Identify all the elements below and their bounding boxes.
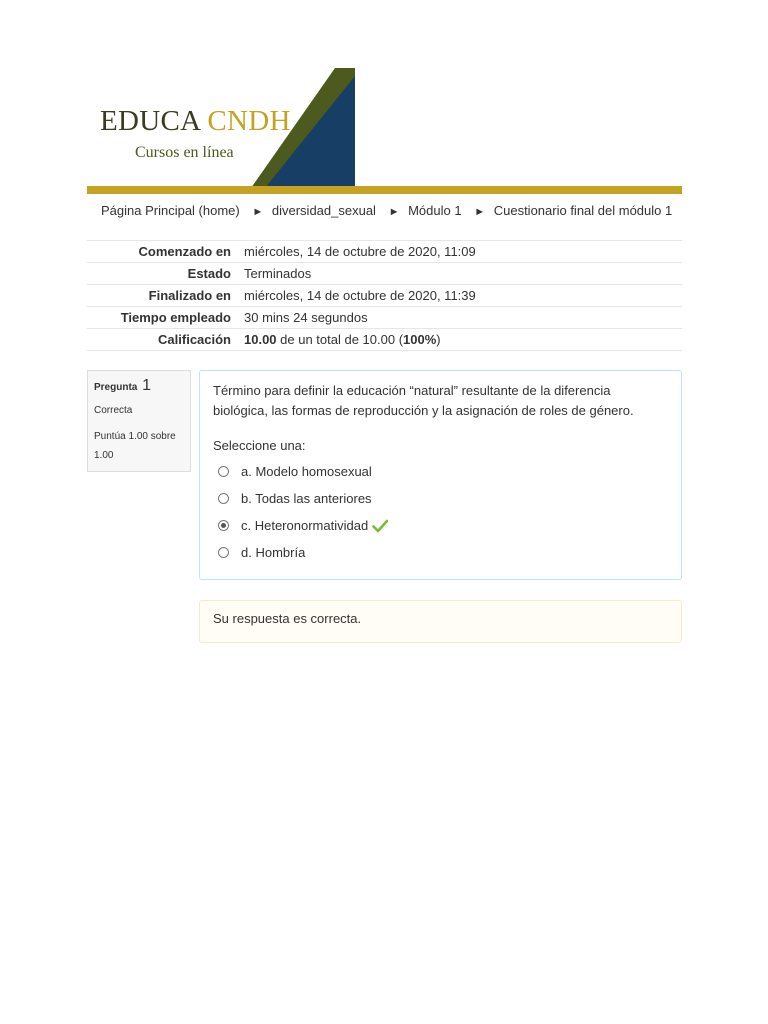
- grade-score: 10.00: [244, 332, 277, 347]
- answer-option-c[interactable]: [213, 512, 668, 539]
- breadcrumb-separator-icon: ►: [388, 206, 400, 218]
- question-text: Término para definir la educación “natural” resultante de la diferencia biológica, las formas de reproducción y la asignación de roles de género.: [213, 383, 634, 418]
- question-number-value: 1: [142, 377, 152, 394]
- grade-percent: 100%: [403, 332, 437, 347]
- logo-subtitle: Cursos en línea: [135, 144, 234, 161]
- summary-label: Estado: [87, 263, 244, 285]
- answer-list: [213, 458, 668, 566]
- grade-value: [244, 329, 682, 351]
- site-header: [87, 68, 682, 194]
- answer-label: a. Modelo homosexual: [241, 464, 372, 479]
- question-number: [94, 377, 184, 395]
- question-info: [87, 370, 191, 472]
- summary-label: Tiempo empleado: [87, 307, 244, 329]
- logo-accent: CNDH: [207, 105, 291, 137]
- summary-row-state: [87, 263, 682, 285]
- answer-option-a[interactable]: [213, 458, 668, 485]
- breadcrumb-quiz[interactable]: Cuestionario final del módulo 1: [493, 203, 673, 218]
- feedback-text: Su respuesta es correcta.: [213, 611, 362, 626]
- question-grade: Puntúa 1.00 sobre 1.00: [94, 431, 176, 461]
- breadcrumb-course[interactable]: diversidad_sexual: [271, 203, 376, 218]
- question-state: Correcta: [94, 405, 133, 416]
- summary-row-started: [87, 241, 682, 263]
- breadcrumb-module[interactable]: Módulo 1: [408, 203, 462, 218]
- summary-value: miércoles, 14 de octubre de 2020, 11:39: [244, 285, 682, 307]
- radio-button[interactable]: [218, 466, 229, 477]
- answer-option-d[interactable]: [213, 539, 668, 566]
- summary-row-grade: [87, 329, 682, 351]
- attempt-summary-table: [87, 240, 682, 351]
- radio-button-selected[interactable]: [218, 520, 229, 531]
- radio-button[interactable]: [218, 547, 229, 558]
- breadcrumb: [101, 203, 672, 218]
- answer-option-b[interactable]: [213, 485, 668, 512]
- summary-value: miércoles, 14 de octubre de 2020, 11:09: [244, 241, 682, 263]
- summary-value: Terminados: [244, 263, 682, 285]
- answer-label: c. Heteronormatividad: [241, 518, 369, 533]
- logo-mark-icon: [251, 68, 355, 188]
- breadcrumb-separator-icon: ►: [474, 206, 486, 218]
- question-label: Pregunta: [94, 382, 138, 393]
- grade-end: ): [436, 332, 441, 347]
- summary-value: 30 mins 24 segundos: [244, 307, 682, 329]
- check-icon: [372, 519, 388, 533]
- summary-row-finished: [87, 285, 682, 307]
- breadcrumb-home[interactable]: Página Principal (home): [101, 203, 240, 218]
- breadcrumb-separator-icon: ►: [252, 206, 264, 218]
- answer-label: d. Hombría: [241, 545, 306, 560]
- radio-button[interactable]: [218, 493, 229, 504]
- summary-row-time: [87, 307, 682, 329]
- grade-middle: de un total de 10.00 (: [276, 332, 404, 347]
- logo-main: EDUCA: [100, 105, 200, 137]
- summary-label: Finalizado en: [87, 285, 244, 307]
- feedback-box: [199, 600, 682, 643]
- answer-label: b. Todas las anteriores: [241, 491, 372, 506]
- question-prompt: Seleccione una:: [213, 438, 306, 453]
- header-divider: [87, 186, 682, 194]
- question-content: [199, 370, 682, 580]
- summary-label: Calificación: [87, 329, 244, 351]
- summary-label: Comenzado en: [87, 241, 244, 263]
